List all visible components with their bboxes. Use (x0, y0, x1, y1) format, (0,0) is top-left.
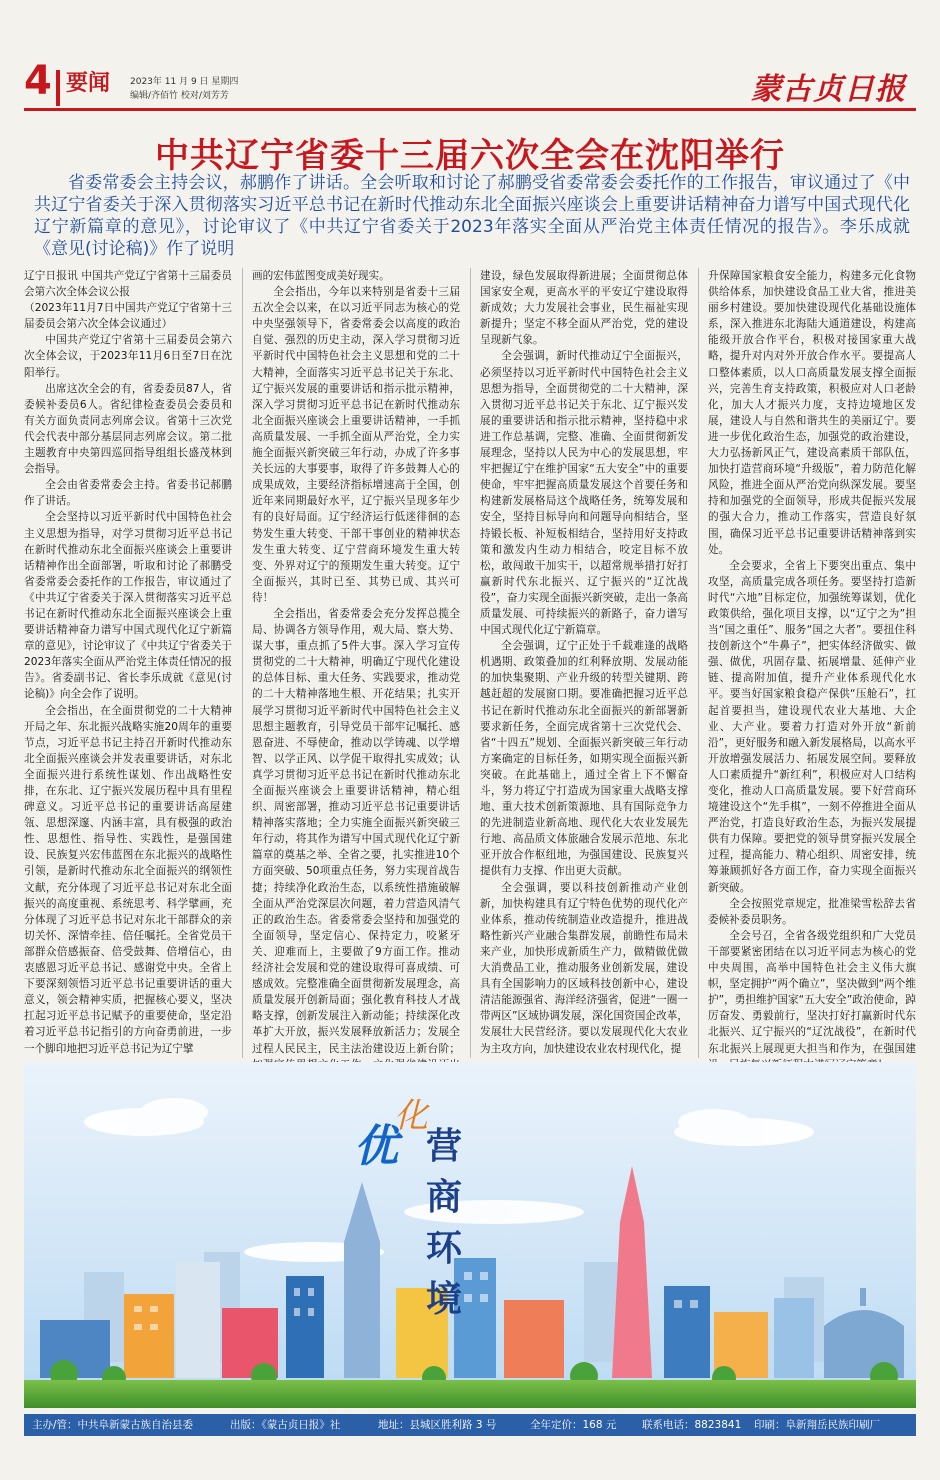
page-number-divider (56, 70, 60, 106)
article-column-2 (252, 268, 460, 1058)
paragraph: 全会强调，辽宁正处于千载难逢的战略机遇期、政策叠加的红利释放期、发展动能的加快集聚期、产业升级的转型关键期、跨越赶超的发展窗口期。要准确把握习近平总书记在新时代推动东北全面振兴的新部署新要求新任务，全面完成省第十三次党代会、省“十四五”规划、全面振兴新突破三年行动方案确定的目标任务，如期实现全面振兴新突破。在此基础上，通过全省上下不懈奋斗，努力将辽宁打造成为国家重大战略支撑地、重大技术创新策源地、具有国际竞争力的先进制造业新高地、现代化大农业发展先行地、高品质文体旅融合发展示范地、东北亚开放合作枢纽地，为强国建设、民族复兴提供有力支撑、作出更大贡献。 (480, 640, 688, 878)
footer-publisher: 出版：《蒙古贞日报》社 (230, 1419, 341, 1431)
paragraph: 全会按照党章规定，批准梁雪松辞去省委候补委员职务。 (708, 897, 916, 926)
paragraph: 全会要求，全省上下要突出重点、集中攻坚，高质量完成各项任务。要坚持打造新时代“六地”目标定位，加强统筹谋划，优化政策供给，强化项目支撑，以“辽宁之为”担当“国之重任”、服务“国之大者”。要扭住科技创新这个“牛鼻子”，把实体经济做实、做强、做优，巩固存量、拓展增量、延伸产业链、提高附加值，提升产业体系现代化水平。要当好国家粮食稳产保供“压舱石”，扛起首要担当，建设现代农业大基地、大企业、大产业。要着力打造对外开放“新前沿”，更好服务和融入新发展格局，以高水平开放增强发展活力、拓展发展空间。要释放人口素质提升“新红利”，积极应对人口结构变化，推动人口高质量发展。要下好营商环境建设这个“先手棋”，一刻不停推进全面从严治党，打造良好政治生态，为振兴发展提供有力保障。要把党的领导贯穿振兴发展全过程，提高能力、精心组织、周密安排，统筹兼顾抓好各方面工作，奋力实现全面振兴新突破。 (708, 559, 916, 894)
footer-address: 地址：县城区胜利路 3 号 (378, 1419, 497, 1431)
paragraph: 建设，绿色发展取得新进展；全面贯彻总体国家安全观，更高水平的平安辽宁建设取得新成效；大力发展社会事业，民生福祉实现新提升；坚定不移全面从严治党，党的建设呈现新气象。 (480, 270, 688, 347)
paragraph: 中国共产党辽宁省第十三届委员会第六次全体会议，于2023年11月6日至7日在沈阳举行。 (24, 334, 232, 379)
banner-char-hua: 化 (394, 1096, 428, 1136)
section-title: 要闻 (66, 71, 111, 96)
footer-printer: 印刷：阜新翔岳民族印刷厂 (754, 1419, 880, 1431)
paragraph: 全会由省委常委会主持。省委书记郝鹏作了讲话。 (24, 479, 232, 508)
page-header (24, 58, 916, 114)
article-column-1 (24, 268, 232, 1058)
paragraph: 全会坚持以习近平新时代中国特色社会主义思想为指导，对学习贯彻习近平总书记在新时代推动东北全面振兴座谈会上重要讲话精神作出全面部署，听取和讨论了郝鹏受省委常委会委托作的工作报告，审议通过了《中共辽宁省委关于深入贯彻落实习近平总书记在新时代推动东北全面振兴座谈会上重要讲话精神奋力谱写中国式现代化辽宁新篇章的意见》，讨论审议了《中共辽宁省委关于2023年落实全面从严治党主体责任情况的报告》。省委副书记、省长李乐成就《意见(讨论稿)》向全会作了说明。 (24, 511, 232, 701)
paragraph: 辽宁日报讯 中国共产党辽宁省第十三届委员会第六次全体会议公报 (24, 270, 232, 299)
paragraph: 全会指出，省委常委会充分发挥总揽全局、协调各方领导作用，观大局、察大势、谋大事，重点抓了5件大事。深入学习宣传贯彻党的二十大精神，明确辽宁现代化建设的总体目标、重大任务、实践要求，推动党的二十大精神落地生根、开花结果；扎实开展学习贯彻习近平新时代中国特色社会主义思想主题教育，引导党员干部牢记嘱托、感恩奋进、不辱使命，推动以学铸魂、以学增智、以学正风、以学促干取得扎实成效；认真学习贯彻习近平总书记在新时代推动东北全面振兴座谈会上重要讲话精神，精心组织、周密部署，推动习近平总书记重要讲话精神落实落地；全力实施全面振兴新突破三年行动，将其作为谱写中国式现代化辽宁新篇章的奠基之举、全省之要，扎实推进10个方面突破、50项重点任务，努力实现首战告捷；持续净化政治生态，以系统性措施破解全面从严治党深层次问题，着力营造风清气正的政治生态。省委常委会坚持和加强党的全面领导，坚定信心、保持定力，咬紧牙关、迎难而上，主要做了9方面工作。推动经济社会发展和党的建设取得可喜成绩、可感成效。完整准确全面贯彻新发展理念，高质量发展开创新局面；强化教育科技人才战略支撑，创新发展注入新动能；持续深化改革扩大开放，振兴发展释放新活力；发展全过程人民民主，民主法治建设迈上新台阶； (252, 607, 460, 1055)
city-skyline-illustration (24, 1062, 916, 1408)
paragraph: 出席这次全会的有，省委委员87人，省委候补委员6人。省纪律检查委员会委员和有关方面负责同志列席会议。省第十三次党代会代表中部分基层同志列席会议。第二批主题教育中央第四巡回指导组组长盛茂林到会指导。 (24, 382, 232, 476)
paragraph: （2023年11月7日中国共产党辽宁省第十三届委员会第六次全体会议通过） (24, 302, 232, 331)
column-divider (242, 268, 243, 1058)
article-headline: 中共辽宁省委十三届六次全会在沈阳举行 (155, 136, 785, 176)
article-column-3 (480, 268, 688, 1058)
paragraph: 画的宏伟蓝图变成美好现实。 (252, 270, 390, 282)
paragraph: 升保障国家粮食安全能力，构建多元化食物供给体系，加快建设食品工业大省，推进美丽乡村建设。要加快建设现代化基础设施体系，深入推进东北海陆大通道建设，构建高能级开放合作平台，积极对接国家重大战略，提升对内对外开放合作水平。要提高人口整体素质，以人口高质量发展支撑全面振兴，完善生育支持政策，积极应对人口老龄化，加大人才振兴力度，支持边境地区发展，建设人与自然和谐共生的美丽辽宁。要进一步优化政治生态，加强党的政治建设，大力弘扬新风正气，建设高素质干部队伍，加快打造营商环境“升级版”，着力防范化解风险，推进全面从严治党向纵深发展。要坚持和加强党的全面领导，形成共促振兴发展的强大合力，推动工作落实，营造良好氛围，确保习近平总书记重要讲话精神落到实处。 (708, 270, 916, 556)
banner-char-you: 优 (354, 1121, 398, 1172)
footer-sponsor: 主办/管：中共阜新蒙古族自治县委 (32, 1419, 194, 1431)
paragraph: 全会指出，今年以来特别是省委十三届五次全会以来，在以习近平同志为核心的党中央坚强领导下，省委常委会以高度的政治自觉、强烈的历史主动，深入学习贯彻习近平新时代中国特色社会主义思想和党的二十大精神，全面落实习近平总书记关于东北、辽宁振兴发展的重要讲话和指示批示精神，深入学习贯彻习近平总书记在新时代推动东北全面振兴座谈会上重要讲话精神，一手抓高质量发展、一手抓全面从严治党，全力实施全面振兴新突破三年行动，办成了许多事关长远的大事要事，取得了许多鼓舞人心的成果成效，主要经济指标增速高于全国，创近年来同期最好水平，辽宁振兴呈现多年少有的良好局面。辽宁经济运行低迷徘徊的态势发生重大转变、干部干事创业的精神状态发生重大转变、辽宁营商环境发生重大转变、外界对辽宁的预期发生重大转变。辽宁全面振兴，其时已至、其势已成、其兴可待！ (252, 286, 460, 604)
article-column-4 (708, 268, 916, 1058)
article-lead: 省委常委会主持会议，郝鹏作了讲话。全会听取和讨论了郝鹏受省委常委会委托作的工作报告，审议通过了《中共辽宁省委关于深入贯彻落实习近平总书记在新时代推动东北全面振兴座谈会上重要讲话精神奋力谱写中国式现代化辽宁新篇章的意见》，讨论审议了《中共辽宁省委关于2023年落实全面从严治党主体责任情况的报告》。李乐成就《意见(讨论稿)》作了说明 (34, 173, 910, 259)
page-footer (24, 1414, 916, 1436)
issue-date: 2023年 11 月 9 日 星期四 (130, 77, 239, 87)
footer-price: 全年定价：168 元 (530, 1419, 617, 1431)
column-divider (470, 268, 471, 1058)
page-number: 4 (24, 58, 52, 104)
paragraph: 全会指出，在全面贯彻党的二十大精神开局之年、东北振兴战略实施20周年的重要节点，习近平总书记主持召开新时代推动东北全面振兴座谈会并发表重要讲话，对东北全面振兴进行系统性谋划、作出战略性安排，在东北、辽宁振兴发展历程中具有里程碑意义。习近平总书记的重要讲话高屋建瓴、思想深邃、内涵丰富，具有极强的政治性、思想性、指导性、实践性，是强国建设、民族复兴宏伟蓝图在东北振兴的战略性引领，是新时代推动东北全面振兴的纲领性文献，充分体现了习近平总书记对东北全面振兴的高度重视、系统思考、科学擘画，充分体现了习近平总书记对东北干部群众的亲切关怀、深情牵挂、倍任嘱托。全省党员干部群众倍感振奋、倍受鼓舞、倍增信心，由衷感恩习近平总书记、感谢党中央。全省上下要深刻领悟习近平总书记重要讲话的重大意义，领会精神实质，把握核心要义，坚决扛起习近平总书记赋予的重要使命，坚定沿着习近平总书记指引的方向奋勇前进，一步一个脚印地把习近平总书记为辽宁擘 (24, 704, 232, 1055)
paragraph: 全会强调，要以科技创新推动产业创新，加快构建具有辽宁特色优势的现代化产业体系，推动传统制造业改造提升，推进战略性新兴产业融合集群发展，前瞻性布局未来产业，加快形成新质生产力，做精做优做大消费品工业，推动服务业创新发展，建设具有全国影响力的区域科技创新中心，建设清洁能源强省、海洋经济强省，促进“一圈一带两区”区域协调发展，深化国资国企改革，发展壮大民营经济。要以发展现代化大农业为主攻方向，加快建设农业农村现代化，提 (480, 881, 688, 1055)
business-environment-banner (24, 1062, 916, 1408)
header-rule (24, 108, 916, 111)
article-body (24, 268, 916, 1058)
footer-phone: 联系电话：8823841 (642, 1419, 742, 1431)
banner-text: 营商环境 (426, 1125, 465, 1320)
newspaper-logo: 蒙古贞日报 (751, 72, 906, 107)
column-divider (698, 268, 699, 1058)
editor-credits: 编辑/齐佰竹 校对/刘芳芳 (130, 91, 229, 101)
paragraph: 全会号召，全省各级党组织和广大党员干部要紧密团结在以习近平同志为核心的党中央周围，高举中国特色社会主义伟大旗帜，坚定拥护“两个确立”，坚决做到“两个维护”，勇担维护国家“五大安全”政治使命，踔厉奋发、勇毅前行，坚决打好打赢新时代东北振兴、辽宁振兴的“辽沈战役”，在新时代东北振兴上展现更大担当和作为，在强国建 (708, 929, 916, 1055)
paragraph: 全会强调，新时代推动辽宁全面振兴，必须坚持以习近平新时代中国特色社会主义思想为指导，全面贯彻党的二十大精神，深入贯彻习近平总书记关于东北、辽宁振兴发展的重要讲话和指示批示精神，坚持稳中求进工作总基调，完整、准确、全面贯彻新发展理念，坚持以人民为中心的发展思想，牢牢把握辽宁在维护国家“五大安全”中的重要使命，牢牢把握高质量发展这个首要任务和构建新发展格局这个战略任务，统筹发展和安全，坚持目标导向和问题导向相结合，坚持锻长板、补短板相结合，坚持用好支持政策和激发内生动力相结合，咬定目标不放松，敢闯敢干加实干，以超常规举措打好打赢新时代东北振兴、辽宁振兴的“辽沈战役”，奋力实现全面振兴新突破，走出一条高质量发展、可持续振兴的新路子，奋力谱写中国式现代化辽宁新篇章。 (480, 350, 688, 637)
